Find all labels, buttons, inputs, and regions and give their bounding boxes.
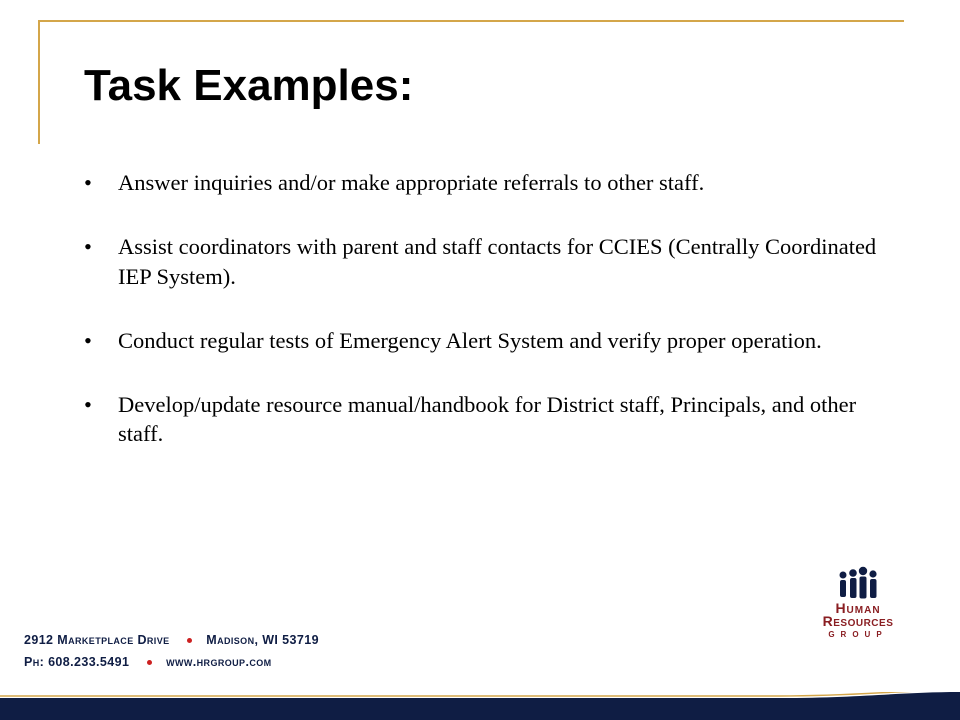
footer-website: www.hrgroup.com [166, 655, 272, 669]
bullet-item [84, 168, 904, 197]
people-icon [836, 566, 880, 600]
bullet-list [84, 168, 904, 484]
bullet-text: Conduct regular tests of Emergency Alert System and verify proper operation. [118, 327, 822, 353]
logo-line-group: GROUP [828, 630, 888, 639]
bullet-marker: • [84, 170, 92, 195]
footer-street: 2912 Marketplace Drive [24, 633, 170, 647]
bullet-text: Develop/update resource manual/handbook for District staff, Principals, and other staff. [118, 392, 857, 447]
bullet-marker: • [84, 234, 92, 260]
hr-group-logo [800, 566, 916, 650]
logo-line-human: Human [835, 600, 881, 616]
bullet-text: Answer inquiries and/or make appropriate referrals to other staff. [118, 170, 705, 195]
footer-phone: Ph: 608.233.5491 [24, 655, 130, 669]
separator-dot-icon [147, 660, 152, 665]
frame-left-line [38, 20, 40, 144]
bullet-item [84, 232, 904, 291]
bullet-item [84, 390, 904, 449]
footer-contact [24, 629, 319, 673]
bullet-item [84, 326, 904, 355]
footer-phone-row [24, 651, 319, 673]
footer-band [0, 692, 960, 720]
footer-address-row [24, 629, 319, 651]
logo-wordmark [800, 602, 916, 641]
bullet-marker: • [84, 392, 92, 417]
bullet-text: Assist coordinators with parent and staff contacts for CCIES (Centrally Coordinated IEP System). [118, 234, 877, 289]
footer-city: Madison, WI 53719 [206, 633, 319, 647]
logo-line-resources: Resources [822, 613, 894, 629]
separator-dot-icon [187, 638, 192, 643]
frame-top-line [38, 20, 904, 22]
bullet-marker: • [84, 327, 92, 353]
slide-title: Task Examples: [84, 61, 414, 110]
